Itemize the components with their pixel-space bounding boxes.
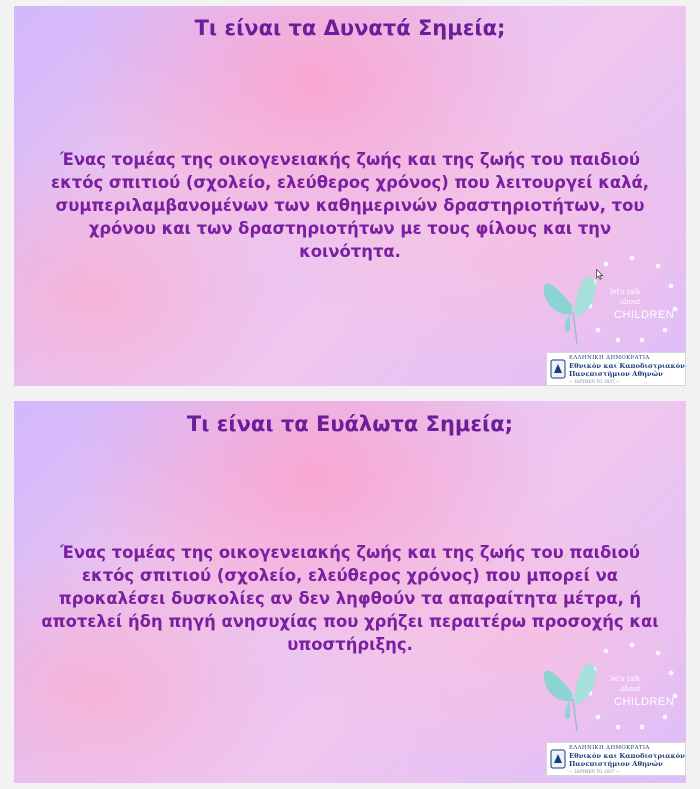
logo-text-line2: about xyxy=(620,685,641,693)
slide-title: Τι είναι τα Δυνατά Σημεία; xyxy=(194,16,506,40)
butterfly-icon xyxy=(540,641,682,733)
university-seal-icon xyxy=(550,749,566,769)
university-logo xyxy=(546,742,686,776)
slide-title: Τι είναι τα Ευάλωτα Σημεία; xyxy=(186,412,514,436)
slide-body: Ένας τομέας της οικογενειακής ζωής και της ζωής του παιδιού εκτός σπιτιού (σχολείο, ελεύθερος χρόνος) που λειτουργεί καλά, συμπεριλαμβανομένων των καθημερινών δραστηριοτήτων, του χρόνου και των δραστηριοτήτων με τους φίλους και την κοινότητα. xyxy=(50,150,650,261)
university-line4: — ΙΔΡΥΘΕΝ ΤΟ 1837 — xyxy=(569,379,620,384)
university-line2: Εθνικόν και Καποδιστριακόν xyxy=(569,752,685,760)
slide-strengths xyxy=(14,6,686,386)
mouse-cursor-icon xyxy=(596,269,604,280)
university-logo xyxy=(546,352,686,386)
slide-vulnerabilities xyxy=(14,401,686,783)
logo-text-line1: let's talk xyxy=(610,288,641,296)
university-seal-icon xyxy=(550,359,566,379)
university-line3: Πανεπιστήμιον Αθηνών xyxy=(569,370,663,378)
university-line1: ΕΛΛΗΝΙΚΗ ΔΗΜΟΚΡΑΤΙΑ xyxy=(569,355,650,361)
university-line1: ΕΛΛΗΝΙΚΗ ΔΗΜΟΚΡΑΤΙΑ xyxy=(569,745,650,751)
logo-text-line1: let's talk xyxy=(610,675,641,683)
slide-body: Ένας τομέας της οικογενειακής ζωής και της ζωής του παιδιού εκτός σπιτιού (σχολείο, ελεύθερος χρόνος) που μπορεί να προκαλέσει δυσκολίες αν δεν ληφθούν τα απαραίτητα μέτρα, ή αποτελεί ήδη πηγή ανησυχίας που χρήζει περαιτέρω προσοχής και υποστήριξης. xyxy=(41,543,659,654)
lets-talk-about-children-logo xyxy=(540,254,682,346)
university-line4: — ΙΔΡΥΘΕΝ ΤΟ 1837 — xyxy=(569,769,620,774)
logo-text-line3: CHILDREN xyxy=(614,696,675,708)
logo-text-line3: CHILDREN xyxy=(614,309,675,321)
university-line2: Εθνικόν και Καποδιστριακόν xyxy=(569,362,685,370)
logo-text-line2: about xyxy=(620,298,641,306)
butterfly-icon xyxy=(540,254,682,346)
lets-talk-about-children-logo xyxy=(540,641,682,733)
university-line3: Πανεπιστήμιον Αθηνών xyxy=(569,760,663,768)
